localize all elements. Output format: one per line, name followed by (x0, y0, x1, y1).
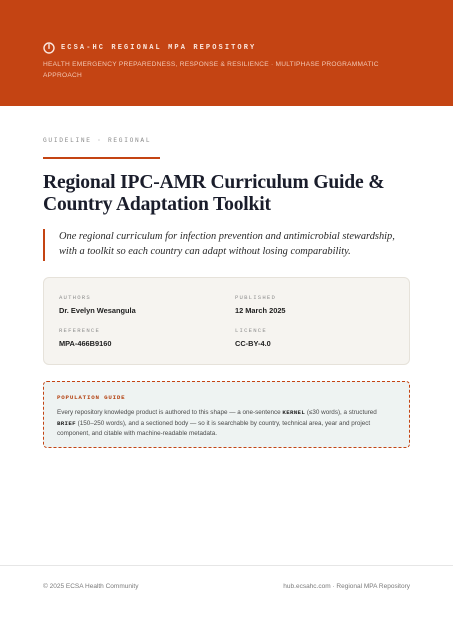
meta-authors (59, 294, 136, 315)
lead-quote (43, 229, 413, 261)
meta-authors-label: AUTHORS (59, 294, 91, 301)
population-guide (43, 381, 410, 448)
guide-text-part: (150–250 words), and a sectioned body — so it is searchable by country, technical area, year and project component, and citable with machine-readable metadata. (57, 419, 371, 437)
meta-licence (235, 327, 271, 348)
meta-licence-label: LICENCE (235, 327, 267, 334)
meta-published-label: PUBLISHED (235, 294, 277, 301)
brand[interactable] (43, 42, 256, 54)
meta-reference-label: REFERENCE (59, 327, 101, 334)
guide-text-part: (≤30 words), a structured (305, 409, 377, 416)
population-guide-title: POPULATION GUIDE (57, 394, 126, 401)
power-icon (43, 42, 55, 54)
footer-site-link[interactable]: hub.ecsahc.com · Regional MPA Repository (283, 583, 410, 590)
meta-reference-value: MPA-466B9160 (59, 339, 112, 348)
meta-published-value: 12 March 2025 (235, 306, 286, 315)
meta-published (235, 294, 286, 315)
brief-keyword: BRIEF (57, 419, 76, 427)
population-guide-text (57, 408, 396, 440)
header-subline: HEALTH EMERGENCY PREPAREDNESS, RESPONSE & RESILIENCE · MULTIPHASE PROGRAMMATIC APPROACH (43, 61, 379, 79)
lead-text: One regional curriculum for infection prevention and antimicrobial stewardship, with a toolkit so each country can adapt without losing comparability. (59, 231, 395, 257)
document-category: GUIDELINE · REGIONAL (43, 137, 152, 144)
kernel-keyword: KERNEL (282, 409, 306, 416)
meta-licence-value: CC-BY-4.0 (235, 339, 271, 348)
meta-authors-value: Dr. Evelyn Wesangula (59, 306, 136, 315)
header-band (0, 0, 453, 106)
document-title: Regional IPC-AMR Curriculum Guide & Country Adaptation Toolkit (43, 172, 385, 215)
metadata-card (43, 277, 410, 365)
meta-reference (59, 327, 111, 348)
brand-name: ECSA-HC REGIONAL MPA REPOSITORY (61, 44, 257, 52)
guide-text-part: Every repository knowledge product is authored to this shape — a one-sentence (57, 409, 283, 416)
accent-rule (43, 157, 160, 159)
footer-divider (0, 565, 453, 566)
footer-copyright: © 2025 ECSA Health Community (43, 583, 139, 590)
